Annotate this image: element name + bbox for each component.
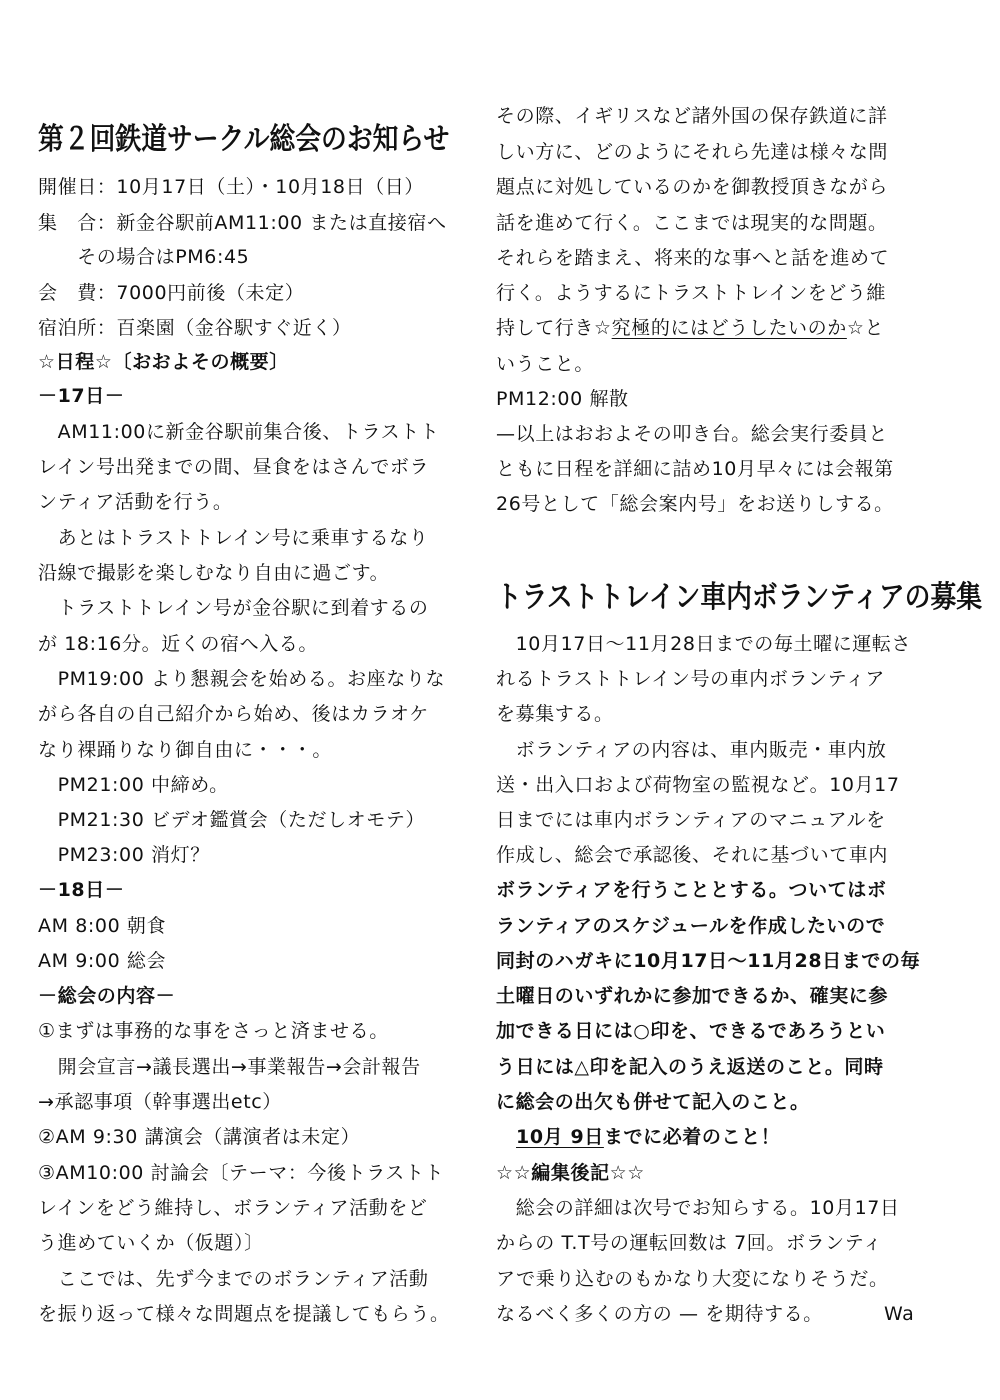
body-line <box>496 316 884 340</box>
schedule-item: PM23:00 消灯？ <box>38 844 210 866</box>
dismissal-line: PM12:00 解散 <box>496 388 629 410</box>
body-line: 行く。ようするにトラストトレインをどう維 <box>496 282 887 304</box>
schedule-item: AM 9:00 総会 <box>38 950 167 972</box>
body-line: ボランティアの内容は、車内販売・車内放 <box>496 739 887 761</box>
bold-body-line: 土曜日のいずれかに参加できるか、確実に参 <box>496 985 889 1007</box>
bold-body-line: う日には△印を記入のうえ返送のこと。同時 <box>496 1056 884 1078</box>
body-line: なり裸踊りなり御自由に・・・。 <box>38 739 333 761</box>
body-line: いうこと。 <box>496 353 595 375</box>
schedule-heading: ☆日程☆〔おおよその概要〕 <box>38 351 289 373</box>
agenda-item: 開会宣言→議長選出→事業報告→会計報告 <box>38 1056 421 1078</box>
body-line: トラストトレイン号が金谷駅に到着するの <box>38 597 429 619</box>
body-line: を振り返って様々な問題点を提議してもらう。 <box>38 1303 450 1325</box>
body-line: ともに日程を詳細に詰め10月早々には会報第 <box>496 458 894 480</box>
body-line: 話を進めて行く。ここまでは現実的な問題。 <box>496 212 888 234</box>
lodging-line: 宿泊所：百楽園（金谷駅すぐ近く） <box>38 317 352 339</box>
general-meeting-title: 第２回鉄道サークル総会のお知らせ <box>38 122 450 157</box>
body-line: ここでは、先ず今までのボランティア活動 <box>38 1268 429 1290</box>
editor-signature: Wa <box>884 1303 915 1325</box>
body-line: PM19:00 より懇親会を始める。お座なりな <box>38 668 446 690</box>
agenda-item: ②AM 9:30 講演会（講演者は未定） <box>38 1126 361 1148</box>
volunteer-recruitment-title: トラストトレイン車内ボランティアの募集 <box>496 580 983 615</box>
bold-body-line: ランティアのスケジュールを作成したいので <box>496 915 886 937</box>
body-line: —以上はおおよその叩き台。総会実行委員と <box>496 423 889 445</box>
agenda-heading: －総会の内容－ <box>38 985 176 1007</box>
body-line: 日までには車内ボランティアのマニュアルを <box>496 809 886 831</box>
body-line: それらを踏まえ、将来的な事へと話を進めて <box>496 247 890 269</box>
schedule-item: PM21:30 ビデオ鑑賞会（ただしオモテ） <box>38 809 426 831</box>
body-line: その際、イギリスなど諸外国の保存鉄道に詳 <box>496 105 888 127</box>
agenda-item: ①まずは事務的な事をさっと済ませる。 <box>38 1020 389 1042</box>
bold-body-line: 加できる日には○印を、できるであろうとい <box>496 1020 886 1042</box>
body-line: がら各自の自己紹介から始め、後はカラオケ <box>38 703 429 725</box>
agenda-item: ③AM10:00 討論会〔テーマ：今後トラストト <box>38 1162 445 1184</box>
text-span: 持して行き☆ <box>496 317 612 339</box>
body-line: アで乗り込むのもかなり大変になりそうだ。 <box>496 1268 889 1290</box>
body-line: AM11:00に新金谷駅前集合後、トラストト <box>38 421 440 443</box>
day17-heading: －17日－ <box>38 385 125 407</box>
body-line: レイン号出発までの間、昼食をはさんでボラ <box>38 456 430 478</box>
body-line: からの T.T号の運転回数は 7回。ボランティ <box>496 1232 883 1254</box>
postscript-heading: ☆☆編集後記☆☆ <box>496 1162 645 1184</box>
body-line: 26号として「総会案内号」をお送りしする。 <box>496 493 894 515</box>
schedule-item: PM21:00 中締め。 <box>38 774 229 796</box>
bold-body-line: 同封のハガキに10月17日～11月28日までの毎 <box>496 950 921 972</box>
deadline-line <box>516 1125 780 1149</box>
agenda-item: レインをどう維持し、ボランティア活動をど <box>38 1197 428 1219</box>
body-line: 送・出入口および荷物室の監視など。10月17 <box>496 774 900 796</box>
body-line: 作成し、総会で承認後、それに基づいて車内 <box>496 844 889 866</box>
schedule-item: AM 8:00 朝食 <box>38 915 167 937</box>
body-line: れるトラストトレイン号の車内ボランティア <box>496 668 885 690</box>
body-line: 総会の詳細は次号でお知らする。10月17日 <box>496 1197 900 1219</box>
underlined-phrase: 究極的にはどうしたいのか <box>611 317 847 339</box>
body-line: なるべく多くの方の — を期待する。 <box>496 1303 823 1325</box>
deadline-text: までに必着のこと！ <box>603 1126 781 1148</box>
body-line: あとはトラストトレイン号に乗車するなり <box>38 527 429 549</box>
bold-body-line: に総会の出欠も併せて記入のこと。 <box>496 1091 810 1113</box>
day18-heading: －18日－ <box>38 879 125 901</box>
body-line: ンティア活動を行う。 <box>38 491 233 513</box>
bold-body-line: ボランティアを行うこととする。ついてはボ <box>496 879 887 901</box>
body-line: 10月17日～11月28日までの毎土曜に運転さ <box>496 633 912 655</box>
body-line: 題点に対処しているのかを御教授頂きながら <box>496 176 889 198</box>
deadline-date: 10月 9日 <box>516 1126 604 1148</box>
agenda-item: →承認事項（幹事選出etc） <box>38 1091 282 1113</box>
text-span: ☆と <box>846 317 885 339</box>
body-line: を募集する。 <box>496 703 614 725</box>
body-line: 沿線で撮影を楽しむなり自由に過ごす。 <box>38 562 390 584</box>
fee-line: 会 費：7000円前後（未定） <box>38 282 305 304</box>
meeting-point-alt-line: その場合はPM6:45 <box>38 246 250 268</box>
date-line: 開催日：10月17日（土）・10月18日（日） <box>38 176 425 198</box>
agenda-item: う進めていくか（仮題）〕 <box>38 1232 264 1254</box>
meeting-point-line: 集 合：新金谷駅前AM11:00 または直接宿へ <box>38 212 447 234</box>
body-line: が 18:16分。近くの宿へ入る。 <box>38 633 318 655</box>
body-line: しい方に、どのようにそれら先達は様々な問 <box>496 141 889 163</box>
